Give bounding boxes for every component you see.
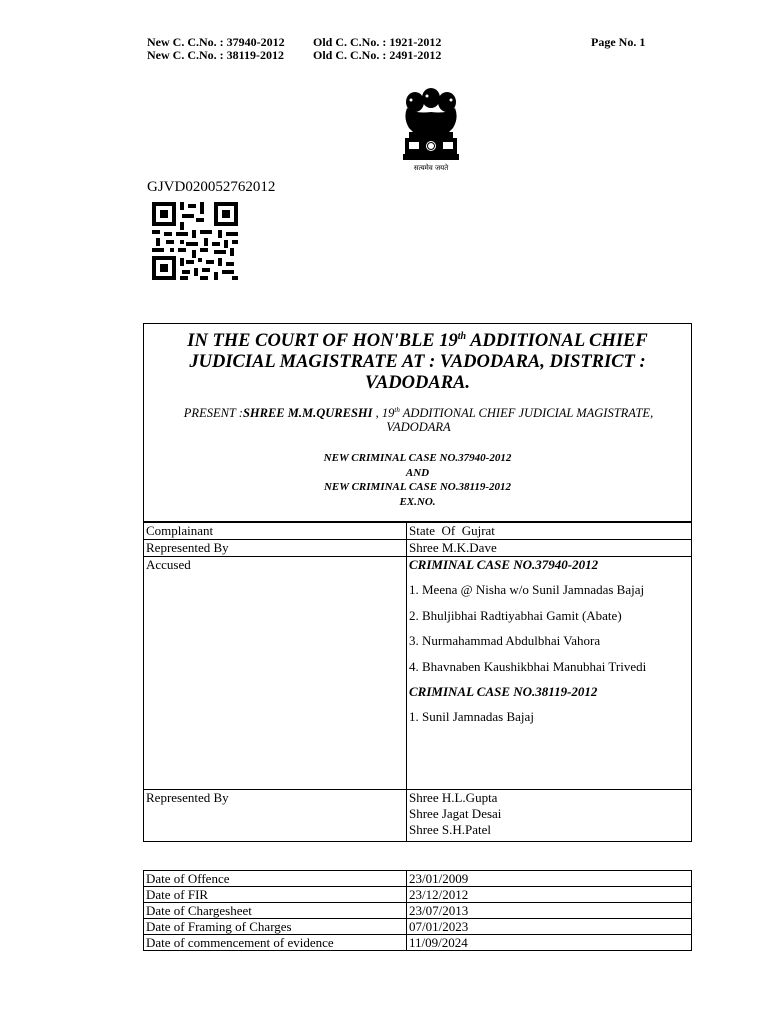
date-value: 23/01/2009 <box>407 871 692 887</box>
date-label: Date of Chargesheet <box>144 903 407 919</box>
advocate-name: Shree H.L.Gupta <box>409 790 498 805</box>
represented-by-value: Shree M.K.Dave <box>407 540 692 557</box>
case-numbers <box>144 451 691 509</box>
date-label: Date of Framing of Charges <box>144 919 407 935</box>
table-row <box>144 935 692 951</box>
court-title: IN THE COURT OF HON'BLE 19th ADDITIONAL CHIEF JUDICIAL MAGISTRATE AT : VADODARA, DISTRICT : VADODARA. <box>187 331 648 394</box>
date-value: 23/07/2013 <box>407 903 692 919</box>
case-number-2: NEW CRIMINAL CASE NO.38119-2012 <box>323 481 512 493</box>
represented-by-label: Represented By <box>144 540 407 557</box>
defence-advocates <box>407 790 692 842</box>
present-line: PRESENT :SHREE M.M.QURESHI , 19th ADDITIONAL CHIEF JUDICIAL MAGISTRATE, VADODARA <box>183 406 654 435</box>
qr-code-icon <box>152 202 238 280</box>
parties-table <box>143 522 692 842</box>
date-label: Date of Offence <box>144 871 407 887</box>
complainant-label: Complainant <box>144 523 407 540</box>
table-row <box>144 887 692 903</box>
date-value: 23/12/2012 <box>407 887 692 903</box>
page-number: Page No. 1 <box>591 35 646 49</box>
table-row <box>144 871 692 887</box>
table-row <box>144 790 692 842</box>
table-row <box>144 919 692 935</box>
accused-case-1-heading: CRIMINAL CASE NO.37940-2012 <box>409 557 599 572</box>
cnr-number: GJVD020052762012 <box>147 179 276 195</box>
magistrate-name: SHREE M.M.QURESHI <box>242 406 373 421</box>
accused-item: 1. Sunil Jamnadas Bajaj <box>409 709 534 724</box>
date-value: 07/01/2023 <box>407 919 692 935</box>
table-row <box>144 903 692 919</box>
emblem-motto: सत्यमेव जयते <box>413 164 449 172</box>
date-value: 11/09/2024 <box>407 935 692 951</box>
accused-item: 4. Bhavnaben Kaushikbhai Manubhai Trivedi <box>409 658 647 674</box>
accused-item: 3. Nurmahammad Abdulbhai Vahora <box>409 633 601 648</box>
dates-table <box>143 870 692 951</box>
accused-item: 1. Meena @ Nisha w/o Sunil Jamnadas Bajaj <box>409 582 645 597</box>
table-row <box>144 557 692 790</box>
represented-by-label: Represented By <box>144 790 407 842</box>
exhibit-number: EX.NO. <box>399 495 436 508</box>
old-case-no-2: Old C. C.No. : 2491-2012 <box>313 48 442 62</box>
court-heading-box <box>143 323 692 522</box>
accused-label: Accused <box>144 557 407 790</box>
case-and: AND <box>405 466 430 479</box>
complainant-value: State Of Gujrat <box>407 523 692 540</box>
new-case-no-1: New C. C.No. : 37940-2012 <box>147 35 285 49</box>
advocate-name: Shree Jagat Desai <box>409 806 502 821</box>
advocate-name: Shree S.H.Patel <box>409 822 491 837</box>
accused-case-2-heading: CRIMINAL CASE NO.38119-2012 <box>409 684 598 699</box>
old-case-no-1: Old C. C.No. : 1921-2012 <box>313 35 442 49</box>
accused-item: 2. Bhuljibhai Radtiyabhai Gamit (Abate) <box>409 607 622 623</box>
table-row <box>144 523 692 540</box>
date-label: Date of FIR <box>144 887 407 903</box>
table-row <box>144 540 692 557</box>
case-number-1: NEW CRIMINAL CASE NO.37940-2012 <box>323 452 512 464</box>
date-label: Date of commencement of evidence <box>144 935 407 951</box>
new-case-no-2: New C. C.No. : 38119-2012 <box>147 48 284 62</box>
accused-list <box>407 557 692 790</box>
